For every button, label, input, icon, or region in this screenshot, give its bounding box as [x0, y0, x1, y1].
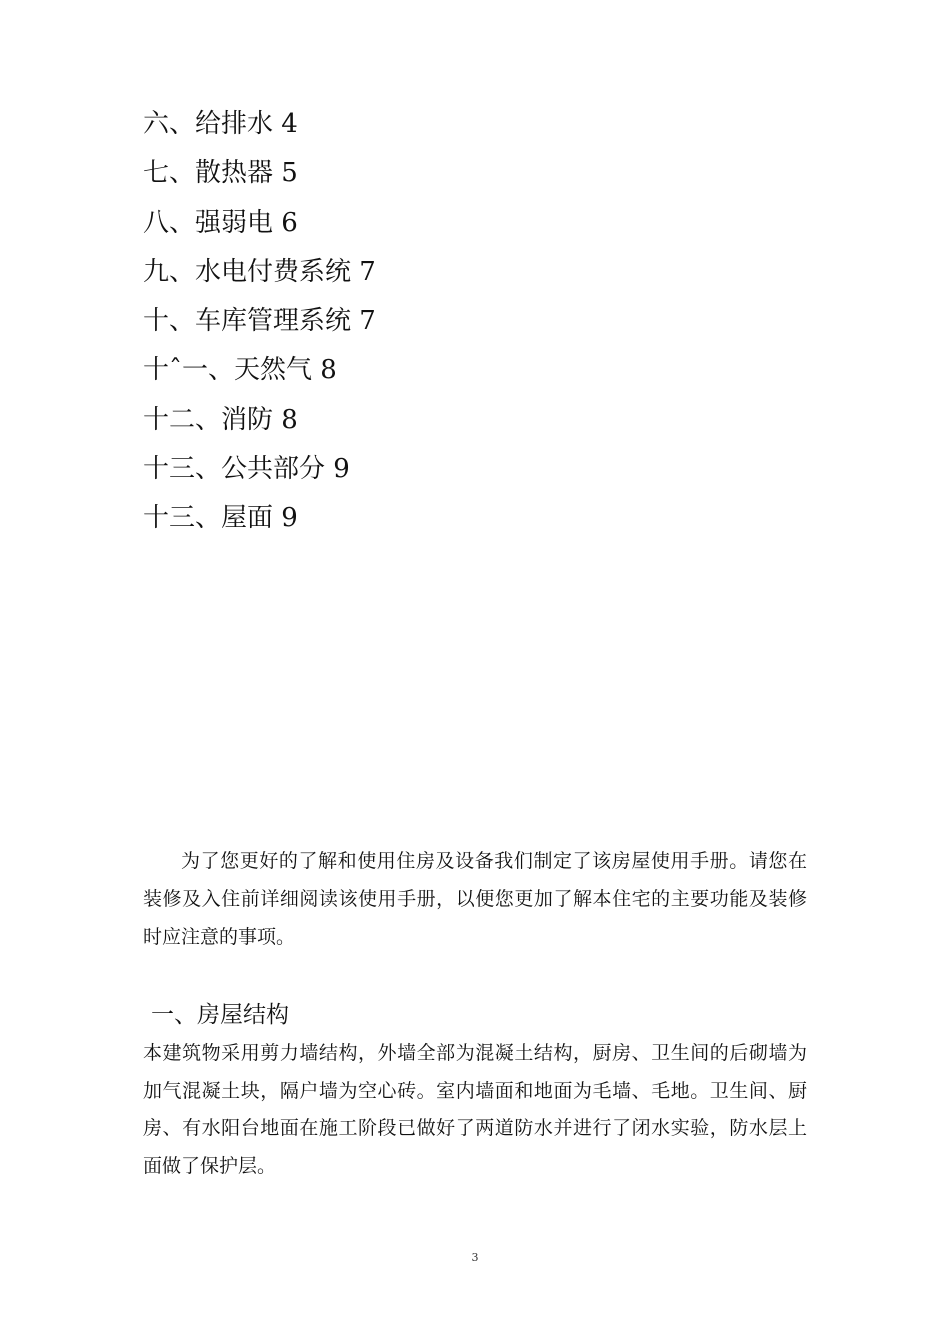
- toc-entry-public-areas[interactable]: 十三、公共部分 9: [143, 454, 350, 485]
- intro-paragraph: 为了您更好的了解和使用住房及设备我们制定了该房屋使用手册。请您在装修及入住前详细阅读该使用手册，以便您更加了解本住宅的主要功能及装修时应注意的事项。: [143, 850, 807, 948]
- toc-entry-radiator[interactable]: 七、散热器 5: [143, 158, 298, 189]
- toc-entry-fire-protection[interactable]: 十二、消防 8: [143, 404, 298, 435]
- section-heading-house-structure: 一、房屋结构: [151, 1002, 289, 1028]
- toc-entry-water-supply[interactable]: 六、给排水 4: [143, 109, 298, 139]
- table-of-contents: [143, 102, 793, 546]
- toc-entry-electrical[interactable]: 八、强弱电 6: [143, 207, 298, 238]
- toc-entry-utility-payment[interactable]: 九、水电付费系统 7: [143, 256, 376, 287]
- toc-entry-natural-gas[interactable]: 十ˆ一、天然气 8: [143, 355, 337, 386]
- toc-entry-roof[interactable]: 十三、屋面 9: [143, 503, 298, 534]
- page-number: 3: [471, 1251, 479, 1264]
- toc-entry-garage-management[interactable]: 十、车库管理系统 7: [143, 306, 376, 337]
- section-body-house-structure: 本建筑物采用剪力墙结构，外墙全部为混凝土结构，厨房、卫生间的后砌墙为加气混凝土块，隔户墙为空心砖。室内墙面和地面为毛墙、毛地。卫生间、厨房、有水阳台地面在施工阶段已做好了两道防水并进行了闭水实验，防水层上面做了保护层。: [143, 1042, 807, 1177]
